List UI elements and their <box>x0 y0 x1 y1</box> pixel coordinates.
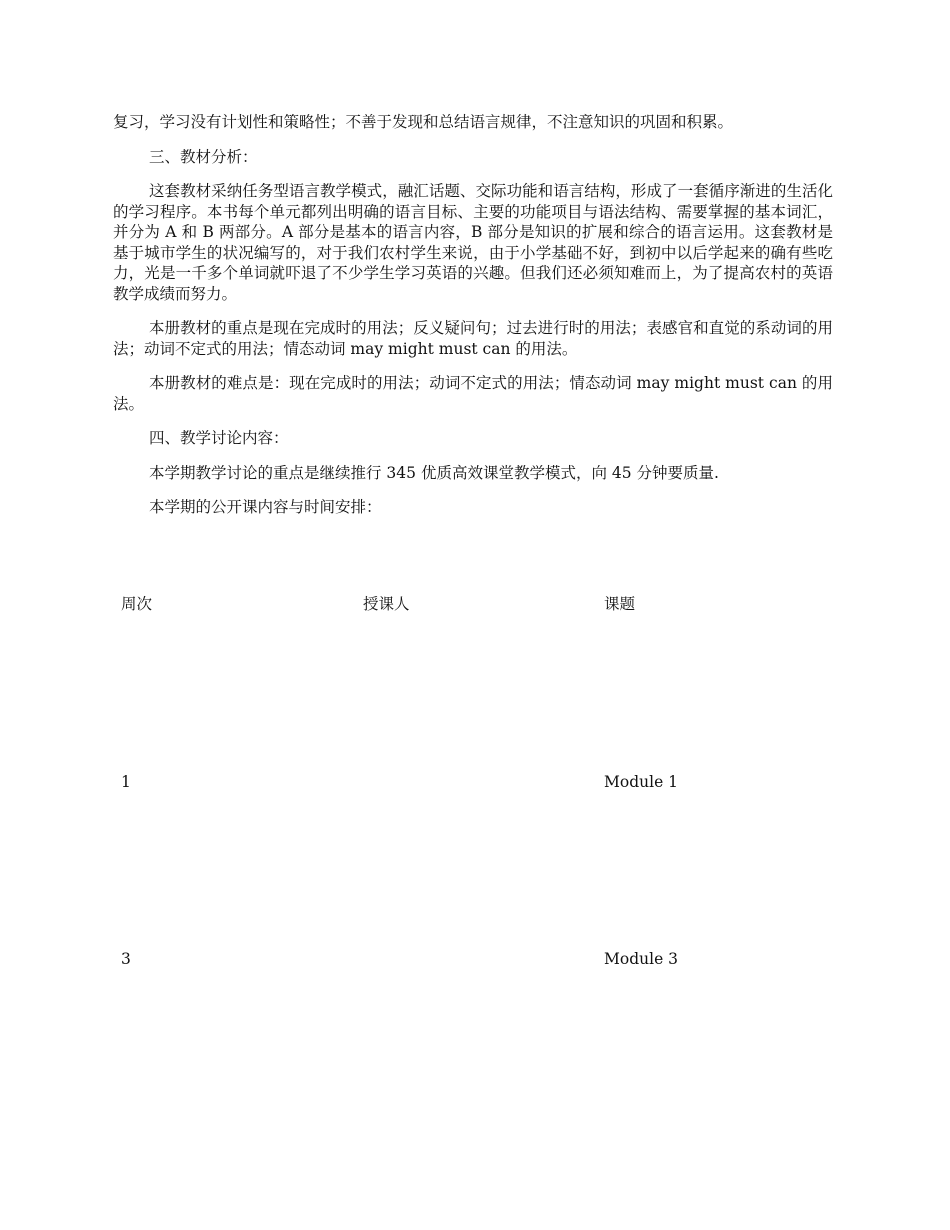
paragraph-difficult-points: 本册教材的难点是：现在完成时的用法；动词不定式的用法；情态动词 may might must can 的用法。 <box>113 374 833 413</box>
open-class-schedule-table <box>113 592 843 1012</box>
header-week: 周次 <box>121 595 153 613</box>
row-1-topic: Module 1 <box>604 773 679 791</box>
header-topic: 课题 <box>604 595 636 613</box>
section-heading-textbook-analysis: 三、教材分析： <box>149 147 258 166</box>
paragraph-discussion-focus: 本学期教学讨论的重点是继续推行 345 优质高效课堂教学模式，向 45 分钟要质量. <box>149 463 719 482</box>
row-2-week: 3 <box>121 950 131 968</box>
header-teacher: 授课人 <box>363 595 410 613</box>
row-1-week: 1 <box>121 773 131 791</box>
paragraph-open-class-schedule-intro: 本学期的公开课内容与时间安排： <box>149 498 382 516</box>
paragraph-key-points: 本册教材的重点是现在完成时的用法；反义疑问句；过去进行时的用法；表感官和直觉的系动词的用法；动词不定式的用法；情态动词 may might must can 的用法。 <box>113 319 833 358</box>
document-body <box>113 112 833 532</box>
section-heading-teaching-discussion: 四、教学讨论内容： <box>149 429 289 447</box>
paragraph-continuation: 复习，学习没有计划性和策略性；不善于发现和总结语言规律，不注意知识的巩固和积累。 <box>113 113 734 131</box>
paragraph-textbook-description: 这套教材采纳任务型语言教学模式，融汇话题、交际功能和语言结构，形成了一套循序渐进的生活化的学习程序。本书每个单元都列出明确的语言目标、主要的功能项目与语法结构、需要掌握的基本词汇，并分为 A 和 B 两部分。A 部分是基本的语言内容，B 部分是知识的扩展和综合的语言运用。这套教材是基于城市学生的状况编写的，对于我们农村学生来说，由于小学基础不好，到初中以后学起来的确有些吃力，光是一千多个单词就吓退了不少学生学习英语的兴趣。但我们还必须知难而上，为了提高农村的英语教学成绩而努力。 <box>113 182 833 303</box>
row-2-topic: Module 3 <box>604 950 679 968</box>
